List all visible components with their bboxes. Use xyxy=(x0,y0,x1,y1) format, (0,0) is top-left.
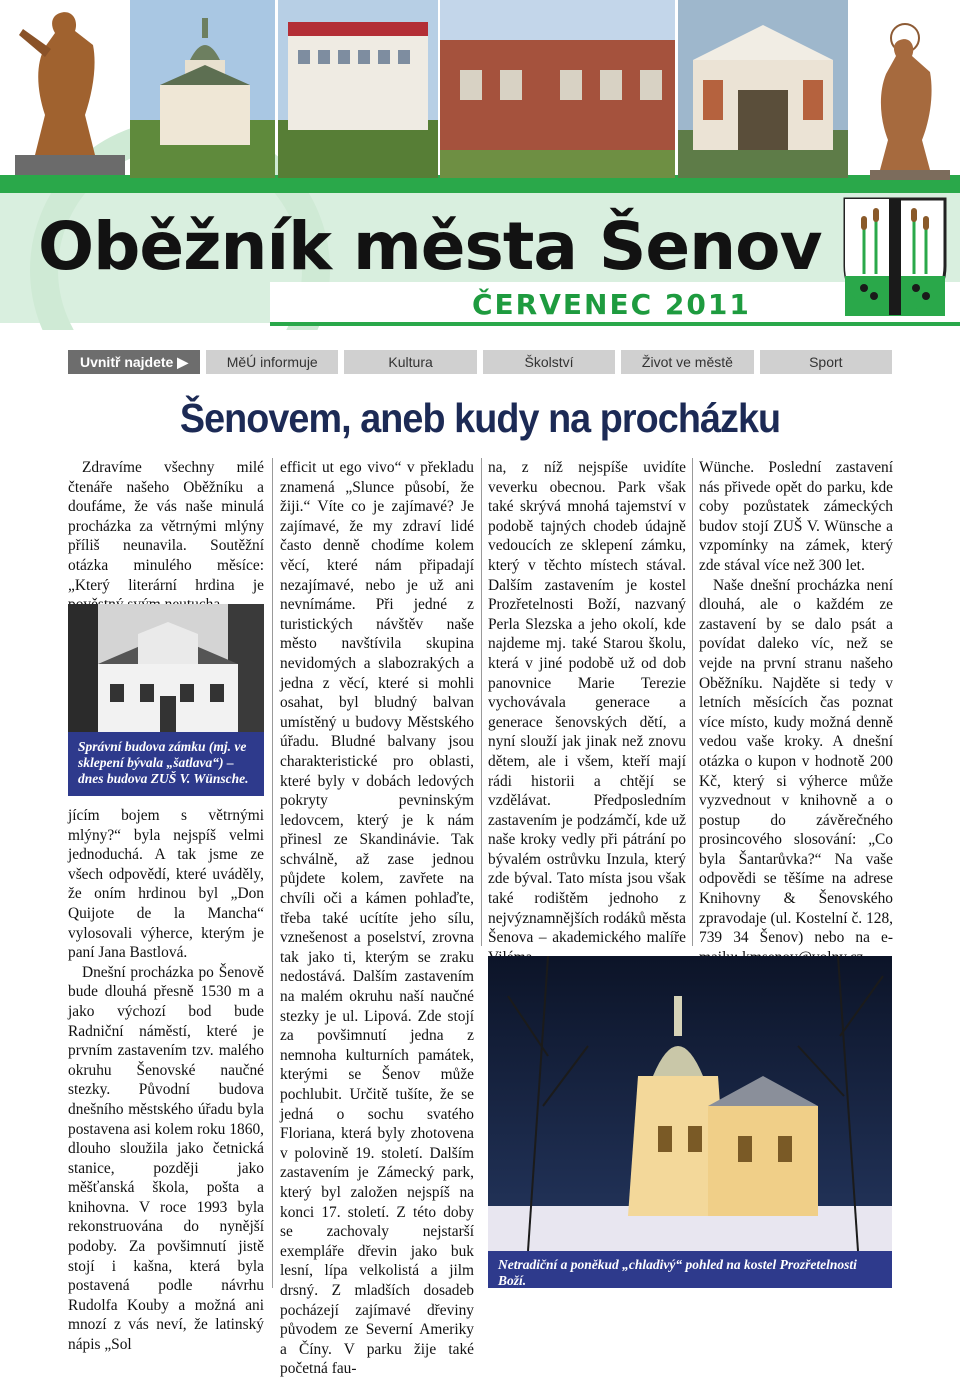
article-column-1-top xyxy=(68,458,264,615)
column-rule xyxy=(481,458,482,946)
coat-of-arms-icon xyxy=(842,196,948,316)
paragraph: efficit ut ego vivo“ v překladu znamená „Slunce působí, že žiji.“ Víte co je zajímavé? Je zajímavé, že my zdraví lidé často denně chodíme kolem věcí, které nám připadají nezajímavé, nebo je už ani nevnímáme. Při jedné z turistických návštěv naše město navštívila skupina nevidomých a slabozrakých a jedna z věcí, které si mohli osahat, byl bludný balvan umístěný u budovy Městského úřadu. Bludné balvany jsou charakteristické pro oblasti, které byly v dobách ledových pokryty pevninským ledovcem, který je k nám přinesl ze Skandinávie. Tak schválně, až zase jednou půjdete kolem, zavřete na chvíli oči a kámen pohlaďte, třeba také ucítíte jeho sílu, vznešenost a poselství, zrovna tak jako ti, kterým se zraku nedostává. Dalším zastavením na malém okruhu naší naučné stezky je ul. Lipová. Zde stojí za povšimnutí jedna z nemnoha kulturních památek, kterými se Šenov může pochlubit. Určitě tušíte, že se jedná o sochu svatého Floriana, která byly zhotovena v polovině 19. století. Dalším zastavením je Zámecký park, který byl založen nejspíš na konci 17. století. Z této doby se zachovaly nejstarší exempláře dřevin jako buk lesní, lípa velkolistá a jilm drsný. Z mladších dosadeb pocházejí zajímavé dřeviny původem ze Severní Ameriky a Číny. V parku žije také početná fau- xyxy=(280,459,474,1378)
inside-nav xyxy=(68,350,892,374)
nav-item-zivot[interactable]: Život ve městě xyxy=(621,350,753,374)
nav-item-sport[interactable]: Sport xyxy=(760,350,892,374)
issue-month: ČERVENEC 2011 xyxy=(472,288,751,321)
castle-photo-frame xyxy=(68,604,264,796)
article-column-1-bottom xyxy=(68,806,264,1355)
paragraph: jícím bojem s větrnými mlýny?“ byla nejspíš velmi jednoduchá. A tak jsme ze všech odpovědí, které uváděly, že oním hrdinou byl „Don Quijote de la Mancha“ vylosovali výherce, kterým je paní Jana Bastlová. xyxy=(68,807,264,962)
paragraph: Dnešní procházka po Šenově bude dlouhá přesně 1530 m a jako výchozí bod bude Radniční náměstí, které je prvním zastavením tzv. malého okruhu Šenovské naučné stezky. Původní budova dnešního městského úřadu byla postavena asi kolem roku 1860, dlouho sloužila jako četnická stanice, později jako měšťanská škola, pošta a knihovna. V roce 1993 byla rekonstruována do nynější podoby. Za povšimnutí jistě stojí i kašna, která byla postavená podle návrhu Rudolfa Kouby a možná ani mnozí z vás neví, že latinský nápis „Sol xyxy=(68,963,264,1354)
school-brick-photo xyxy=(440,0,675,178)
article-column-4 xyxy=(699,458,893,967)
page-title: Oběžník města Šenov xyxy=(38,208,822,285)
article-column-3 xyxy=(488,458,686,967)
church-photo xyxy=(130,0,275,178)
statue-right-icon xyxy=(850,20,960,180)
article-column-2 xyxy=(280,458,474,1379)
church-night-photo-frame xyxy=(488,956,892,1288)
church-night-photo-caption: Netradiční a poněkud „chladivý“ pohled na kostel Prozřetelnosti Boží. xyxy=(498,1257,857,1288)
statue-left-icon xyxy=(5,5,125,175)
castle-photo xyxy=(68,604,264,732)
nav-item-meu[interactable]: MěÚ informuje xyxy=(206,350,338,374)
school-photo xyxy=(278,0,438,178)
nav-item-skolstvi[interactable]: Školství xyxy=(483,350,615,374)
nav-lead: Uvnitř najdete ▶ xyxy=(68,350,200,374)
paragraph: Naše dnešní procházka není dlouhá, ale o každém ze zastavení by se dalo psát a povídat daleko víc, než se vejde na první stranu našeho Oběžníku. Najděte si tedy v letních měsících čas poznat více místo, kudy možná denně vedou vaše kroky. A dnešní otázka o kupon v hodnotě 200 Kč, který si výherce může vyzvednout v knihovně a o postup do závěrečného prosincového slosování: „Co byla Šantarůvka?“ Na vaše odpovědi se těšíme na adrese Knihovny & Šenovského zpravodaje (ul. Kostelní č. 128, 739 34 Šenov) nebo na e- xyxy=(699,576,893,947)
church-night-photo xyxy=(488,956,892,1251)
zus-photo xyxy=(678,0,848,178)
header xyxy=(0,0,960,330)
castle-photo-caption: Správní budova zámku (mj. ve sklepení bývala „šatlava“) – dnes budova ZUŠ V. Wünsche. xyxy=(78,739,249,786)
column-rule xyxy=(692,458,693,946)
month-underline xyxy=(270,322,960,326)
nav-item-kultura[interactable]: Kultura xyxy=(344,350,476,374)
paragraph: na, z níž nejspíše uvidíte veverku obecnou. Park však také skrývá mnohá tajemství v podobě tajných chodeb údajně vedoucích ze sklepení zámku, který v těchto místech stával. Dalším zastavením je kostel Prozřetelnosti Boží, nazvaný Perla Slezska a jeho okolí, kde najdeme mj. také Starou školu, která v jiné podobě už od dob panovnice Marie Terezie vychovávala generace a generace šenovských dětí, a nyní slouží jak jinak než znovu dětem, ale i všem, kteří mají rádi historii a chtějí se vzdělávat. Předposledním zastavením je podzámčí, kde už naše kroky vedly při pátrání po bývalém ostrůvku Inzula, který zde býval. Tato místa jsou však také rodištěm jednoho z nejvýznamnějších rodáků města Šenova – akademického malíře xyxy=(488,459,686,947)
article-headline: Šenovem, aneb kudy na procházku xyxy=(179,395,781,441)
paragraph: Zdravíme všechny milé čtenáře našeho Oběžníku a doufáme, že vás naše minulá procházka za větrnými mlýny příliš neunavila. Soutěžní otázka minulého měsíce: „Který literární hrdina je xyxy=(68,459,264,594)
paragraph: Wünche. Poslední zastavení nás přivede opět do parku, kde coby pozůstatek zámeckých budov stojí ZUŠ V. Wünsche a vzpomínky na zámek, který zde stával více než 300 let. xyxy=(699,459,893,574)
column-rule xyxy=(272,458,273,1288)
